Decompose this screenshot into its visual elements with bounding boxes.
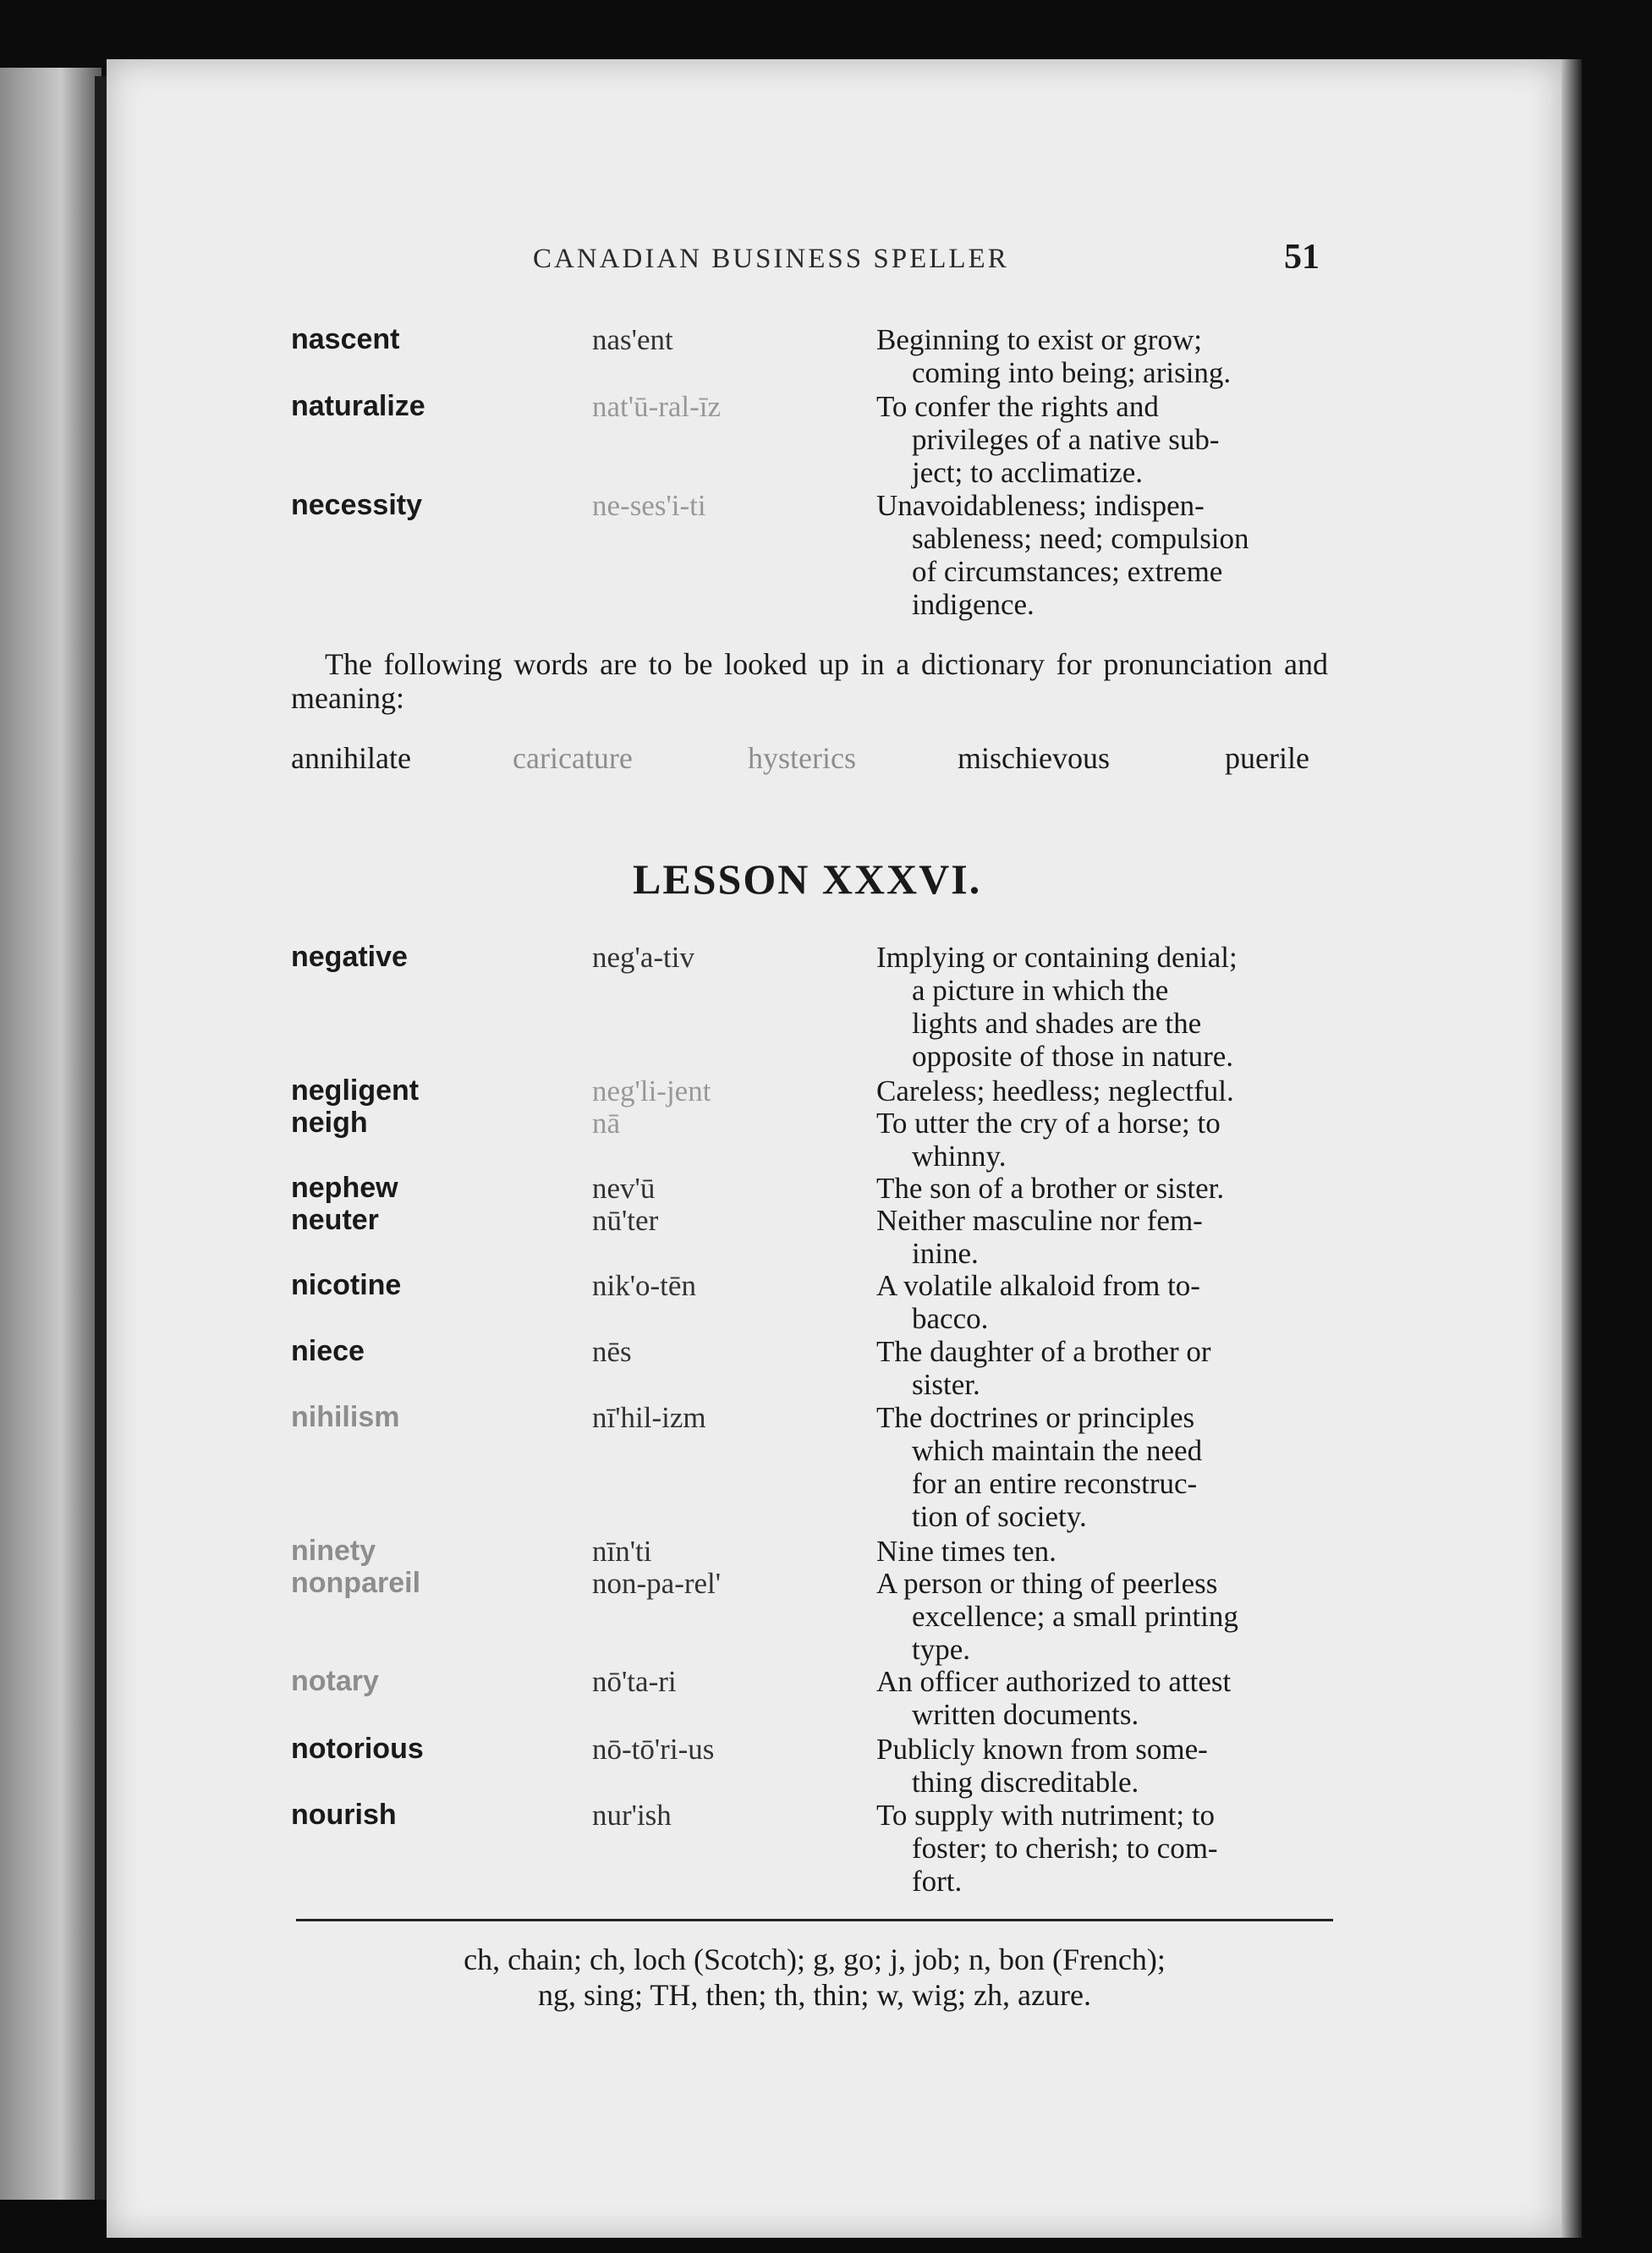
entry-word: neigh (291, 1107, 368, 1139)
entry-word: naturalize (291, 390, 425, 422)
entry-definition: Unavoidableness; indispen- sableness; need; compulsion of circumstances; extreme indigence. (876, 489, 1249, 621)
entry-word: nonpareil (291, 1567, 421, 1599)
entry-definition: Careless; heedless; neglectful. (876, 1074, 1234, 1107)
entry-definition: A person or thing of peerless excellence; a small printing type. (876, 1567, 1238, 1666)
lookup-word: puerile (1225, 741, 1309, 775)
facing-page-edge (0, 68, 102, 2200)
lookup-word: caricature (513, 741, 633, 775)
entry-pronunciation: nō'ta-ri (592, 1665, 677, 1698)
entry-definition: Nine times ten. (876, 1535, 1057, 1568)
entry-word: necessity (291, 489, 422, 521)
entry-word: negative (291, 941, 408, 973)
entry-pronunciation: nat'ū-ral-īz (592, 390, 722, 423)
pronunciation-key: ch, chain; ch, loch (Scotch); g, go; j, job; n, bon (French); (464, 1943, 1166, 1976)
entry-pronunciation: nū'ter (592, 1204, 659, 1237)
entry-pronunciation: neg'li-jent (592, 1074, 711, 1107)
book-spine (95, 76, 107, 2200)
entry-word: notorious (291, 1733, 424, 1765)
entry-word: nicotine (291, 1269, 402, 1301)
entry-word: nourish (291, 1799, 397, 1831)
entry-pronunciation: nas'ent (592, 323, 673, 356)
footer-rule (296, 1919, 1333, 1921)
entry-definition: To supply with nutriment; to foster; to cherish; to com- fort. (876, 1799, 1218, 1898)
entry-pronunciation: nā (592, 1107, 621, 1140)
entry-word: neuter (291, 1204, 379, 1236)
entry-definition: Beginning to exist or grow; coming into being; arising. (876, 323, 1232, 389)
page-edge (1561, 59, 1582, 2238)
entry-definition: The son of a brother or sister. (876, 1172, 1225, 1205)
entry-pronunciation: non-pa-rel' (592, 1567, 722, 1600)
entry-pronunciation: nī'hil-izm (592, 1401, 706, 1434)
entry-pronunciation: neg'a-tiv (592, 941, 694, 974)
entry-definition: To utter the cry of a horse; to whinny. (876, 1107, 1221, 1173)
entry-word: nihilism (291, 1401, 400, 1433)
lookup-word: annihilate (291, 741, 411, 775)
lesson-title: LESSON XXXVI. (633, 855, 982, 903)
entry-definition: An officer authorized to attest written documents. (876, 1665, 1232, 1731)
lookup-word: mischievous (958, 741, 1110, 775)
entry-definition: Publicly known from some- thing discreditable. (876, 1733, 1208, 1799)
entry-pronunciation: nur'ish (592, 1799, 672, 1832)
entry-definition: To confer the rights and privileges of a native sub- ject; to acclimatize. (876, 390, 1220, 489)
entry-word: niece (291, 1335, 365, 1367)
page-number: 51 (1284, 238, 1320, 277)
entry-pronunciation: nīn'ti (592, 1535, 652, 1568)
entry-pronunciation: nēs (592, 1335, 632, 1368)
lookup-word: hysterics (748, 741, 856, 775)
entry-definition: Implying or containing denial; a picture in which the lights and shades are the opposite of those in nature. (876, 941, 1238, 1073)
entry-definition: A volatile alkaloid from to- bacco. (876, 1269, 1200, 1335)
book-page (107, 59, 1561, 2238)
pronunciation-key: ng, sing; TH, then; th, thin; w, wig; zh, azure. (538, 1978, 1091, 2012)
entry-word: nascent (291, 323, 400, 355)
running-header: CANADIAN BUSINESS SPELLER (533, 244, 1009, 274)
entry-pronunciation: nev'ū (592, 1172, 656, 1205)
instruction-note: The following words are to be looked up in a dictionary for pronunciation and meaning: (291, 647, 1328, 715)
entry-definition: The daughter of a brother or sister. (876, 1335, 1211, 1401)
entry-word: negligent (291, 1074, 420, 1107)
entry-definition: The doctrines or principles which maintain the need for an entire reconstruc- tion of society. (876, 1401, 1203, 1533)
entry-pronunciation: nik'o-tēn (592, 1269, 696, 1302)
entry-definition: Neither masculine nor fem- inine. (876, 1204, 1203, 1270)
entry-word: notary (291, 1665, 379, 1697)
entry-pronunciation: nō-tō'ri-us (592, 1733, 715, 1766)
entry-word: nephew (291, 1172, 398, 1204)
entry-pronunciation: ne-ses'i-ti (592, 489, 706, 522)
entry-word: ninety (291, 1535, 376, 1567)
